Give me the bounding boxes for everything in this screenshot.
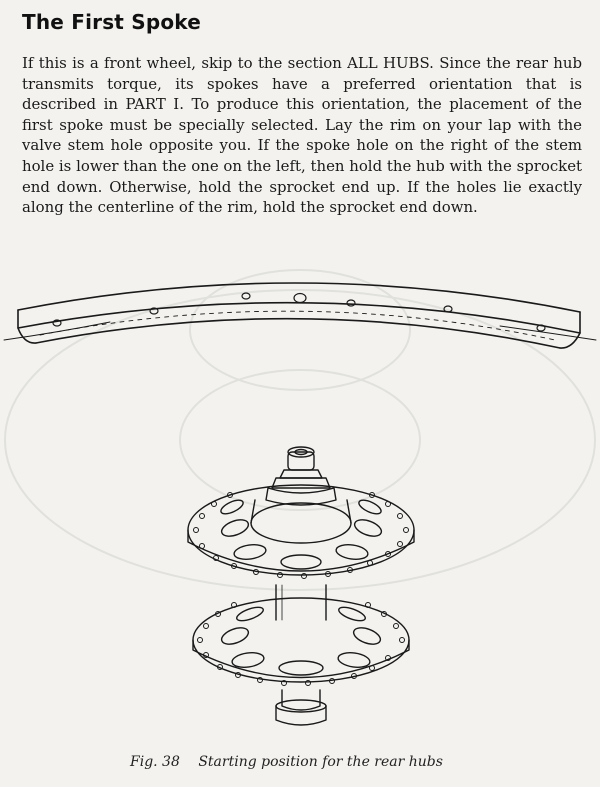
figure-number: Fig. 38 — [130, 754, 180, 770]
upper-flange — [188, 485, 414, 579]
valve-stem-hole — [294, 294, 306, 303]
rear-hub — [188, 447, 414, 725]
figure-caption-text: Starting position for the rear hubs — [198, 754, 443, 770]
figure-caption — [130, 754, 443, 770]
lower-flange — [193, 598, 409, 686]
rim-section — [4, 283, 596, 348]
instruction-paragraph: If this is a front wheel, skip to the section ALL HUBS. Since the rear hub transmits torque, its spokes have a preferred orientation that is described in PART I. To produce this orientation, the placement of the first spoke must be specially selected. Lay the rim on your lap with the valve stem hole opposite you. If the spoke hole on the right of the stem hole is lower than the one on the left, then hold the hub with the sprocket end down. Otherwise, hold the sprocket end up. If the holes lie exactly along the centerline of the rim, hold the sprocket end down. — [22, 54, 582, 217]
section-heading: The First Spoke — [22, 10, 202, 34]
